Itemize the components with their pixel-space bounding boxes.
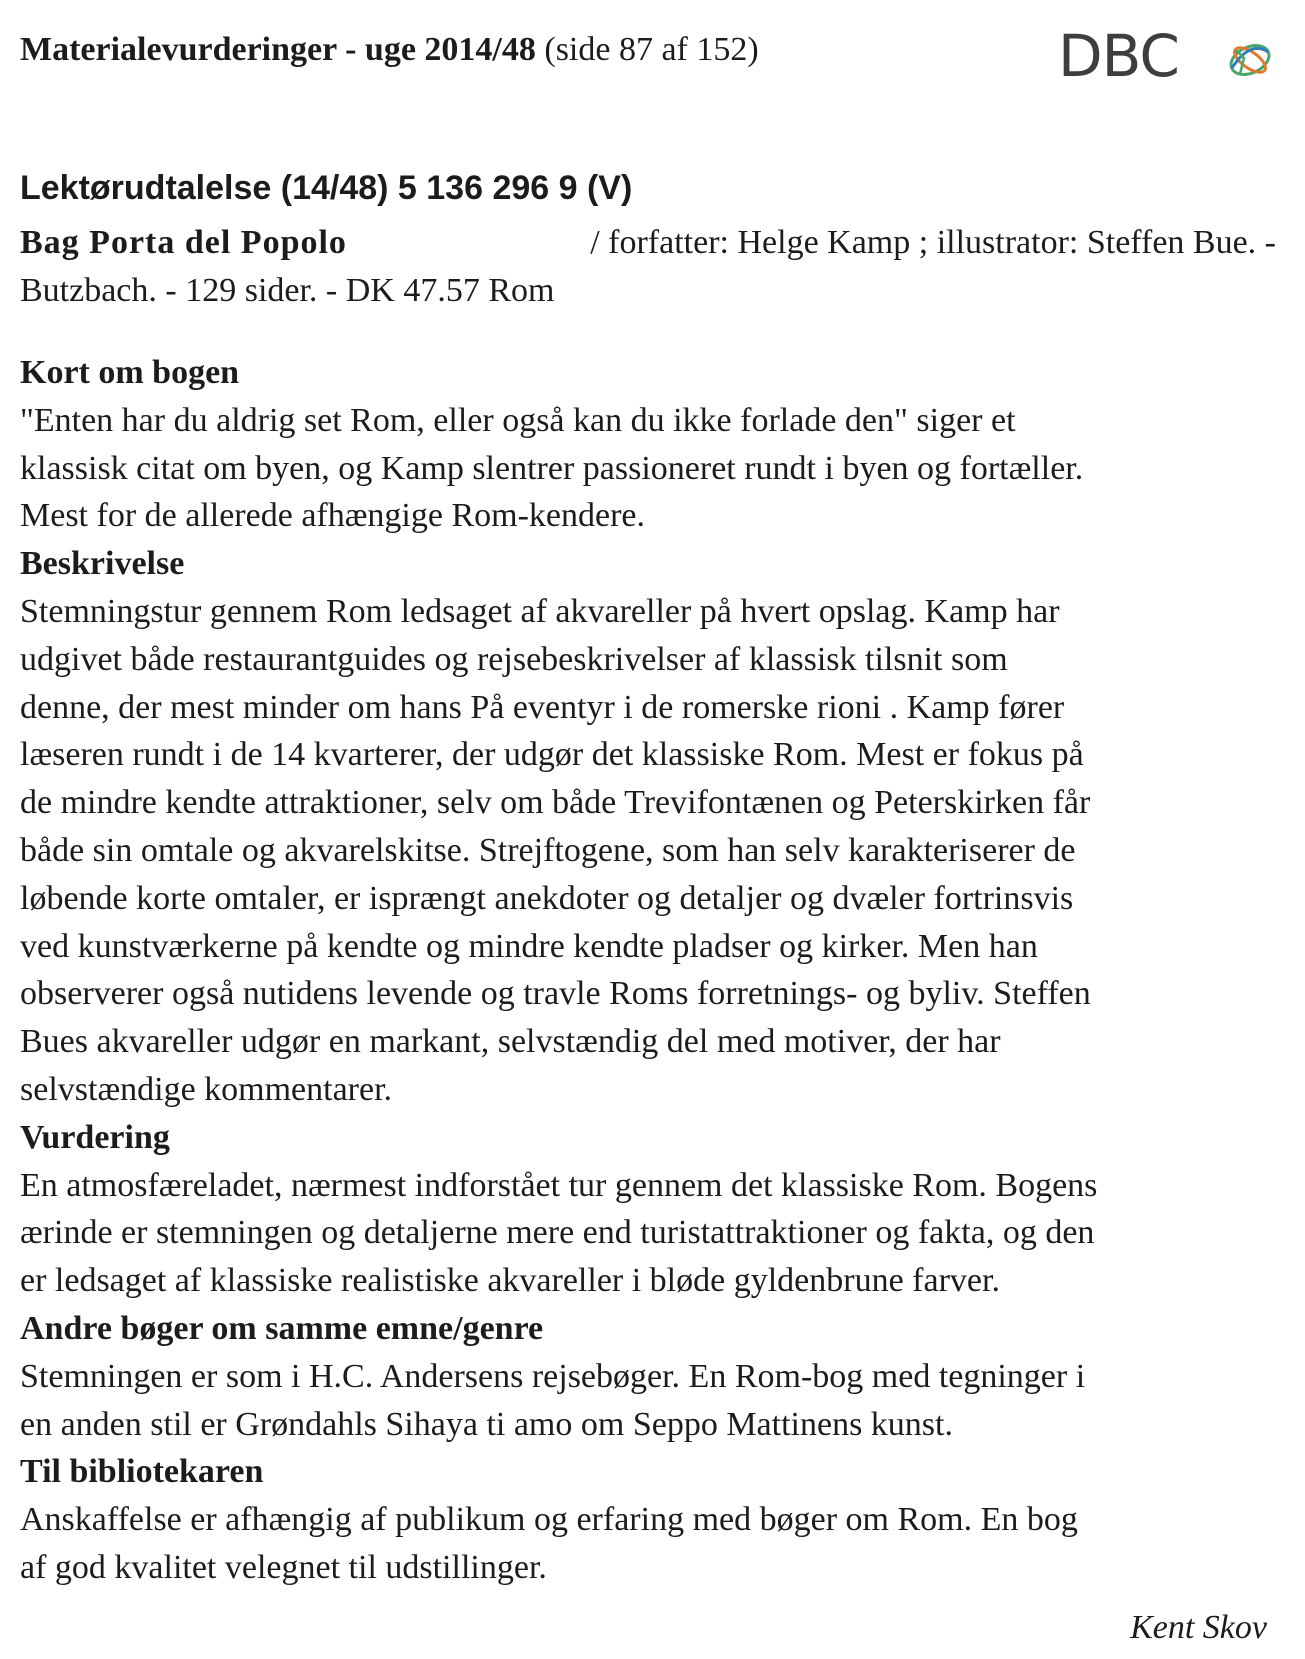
text-line: denne, der mest minder om hans På eventyr i de romerske rioni . Kamp fører [20, 688, 1065, 726]
text-line: de mindre kendte attraktioner, selv om både Trevifontænen og Peterskirken får [20, 784, 1091, 822]
text-line: udgivet både restaurantguides og rejsebeskrivelser af klassisk tilsnit som [20, 640, 1008, 678]
text-line: Stemningen er som i H.C. Andersens rejsebøger. En Rom-bog med tegninger i [20, 1357, 1086, 1395]
text-line: løbende korte omtaler, er isprængt anekdoter og detaljer og dvæler fortrinsvis [20, 879, 1074, 917]
dbc-globe-logo-icon [1222, 30, 1278, 86]
section-til-bibliotekaren [20, 1448, 1276, 1591]
header-page-info: (side 87 af 152) [544, 31, 759, 68]
text-line: er ledsaget af klassiske realistiske akvareller i bløde gyldenbrune farver. [20, 1262, 1000, 1300]
section-text [20, 397, 1276, 540]
text-line: selvstændige kommentarer. [20, 1070, 393, 1108]
page-header [20, 28, 759, 72]
book-title: Bag Porta del Popolo [20, 224, 347, 261]
section-heading: Beskrivelse [20, 545, 185, 583]
section-andre-boger [20, 1305, 1276, 1448]
text-line: "Enten har du aldrig set Rom, eller også kan du ikke forlade den" siger et [20, 401, 1016, 439]
text-line: klassisk citat om byen, og Kamp slentrer passioneret rundt i byen og fortæller. [20, 449, 1084, 487]
section-heading: Kort om bogen [20, 354, 240, 391]
dbc-logo-text: DBC [1058, 22, 1179, 90]
section-text [20, 1353, 1276, 1449]
text-line: ærinde er stemningen og detaljerne mere end turistattraktioner og fakta, og den [20, 1214, 1095, 1252]
review-body [20, 349, 1276, 1592]
text-line: ved kunstværkerne på kendte og mindre kendte pladser og kirker. Men han [20, 927, 1038, 965]
text-line: Mest for de allerede afhængige Rom-kendere. [20, 497, 645, 535]
text-line: Bues akvareller udgør en markant, selvstændig del med motiver, der har [20, 1023, 1001, 1061]
text-line: af god kvalitet velegnet til udstillinger. [20, 1548, 547, 1586]
book-publication-info: Butzbach. - 129 sider. - DK 47.57 Rom [20, 272, 555, 309]
section-beskrivelse [20, 540, 1276, 1114]
section-kort-om-bogen [20, 349, 1276, 540]
dbc-logo [1058, 22, 1278, 92]
text-line: observerer også nutidens levende og travle Roms forretnings- og byliv. Steffen [20, 975, 1091, 1013]
section-heading: Vurdering [20, 1118, 170, 1156]
reviewer-signature: Kent Skov [1130, 1609, 1267, 1646]
section-text [20, 1162, 1276, 1305]
text-line: både sin omtale og akvarelskitse. Strejftogene, som han selv karakteriserer de [20, 831, 1076, 869]
text-line: en anden stil er Grøndahls Sihaya ti amo om Seppo Mattinens kunst. [20, 1405, 953, 1443]
review-heading: Lektørudtalelse (14/48) 5 136 296 9 (V) [20, 169, 633, 207]
text-line: En atmosfæreladet, nærmest indforstået tur gennem det klassiske Rom. Bogens [20, 1166, 1098, 1204]
text-line: Anskaffelse er afhængig af publikum og erfaring med bøger om Rom. En bog [20, 1501, 1078, 1539]
text-line: Stemningstur gennem Rom ledsaget af akvareller på hvert opslag. Kamp har [20, 592, 1060, 630]
section-vurdering [20, 1114, 1276, 1305]
section-heading: Andre bøger om samme emne/genre [20, 1309, 544, 1347]
header-title: Materialevurderinger - uge 2014/48 [20, 31, 536, 68]
book-credits: / forfatter: Helge Kamp ; illustrator: Steffen Bue. - [590, 224, 1276, 261]
text-line: læseren rundt i de 14 kvarterer, der udgør det klassiske Rom. Mest er fokus på [20, 736, 1084, 774]
section-text [20, 1496, 1276, 1592]
bibliographic-record [20, 219, 1276, 315]
section-text [20, 588, 1276, 1114]
section-heading: Til bibliotekaren [20, 1453, 264, 1491]
